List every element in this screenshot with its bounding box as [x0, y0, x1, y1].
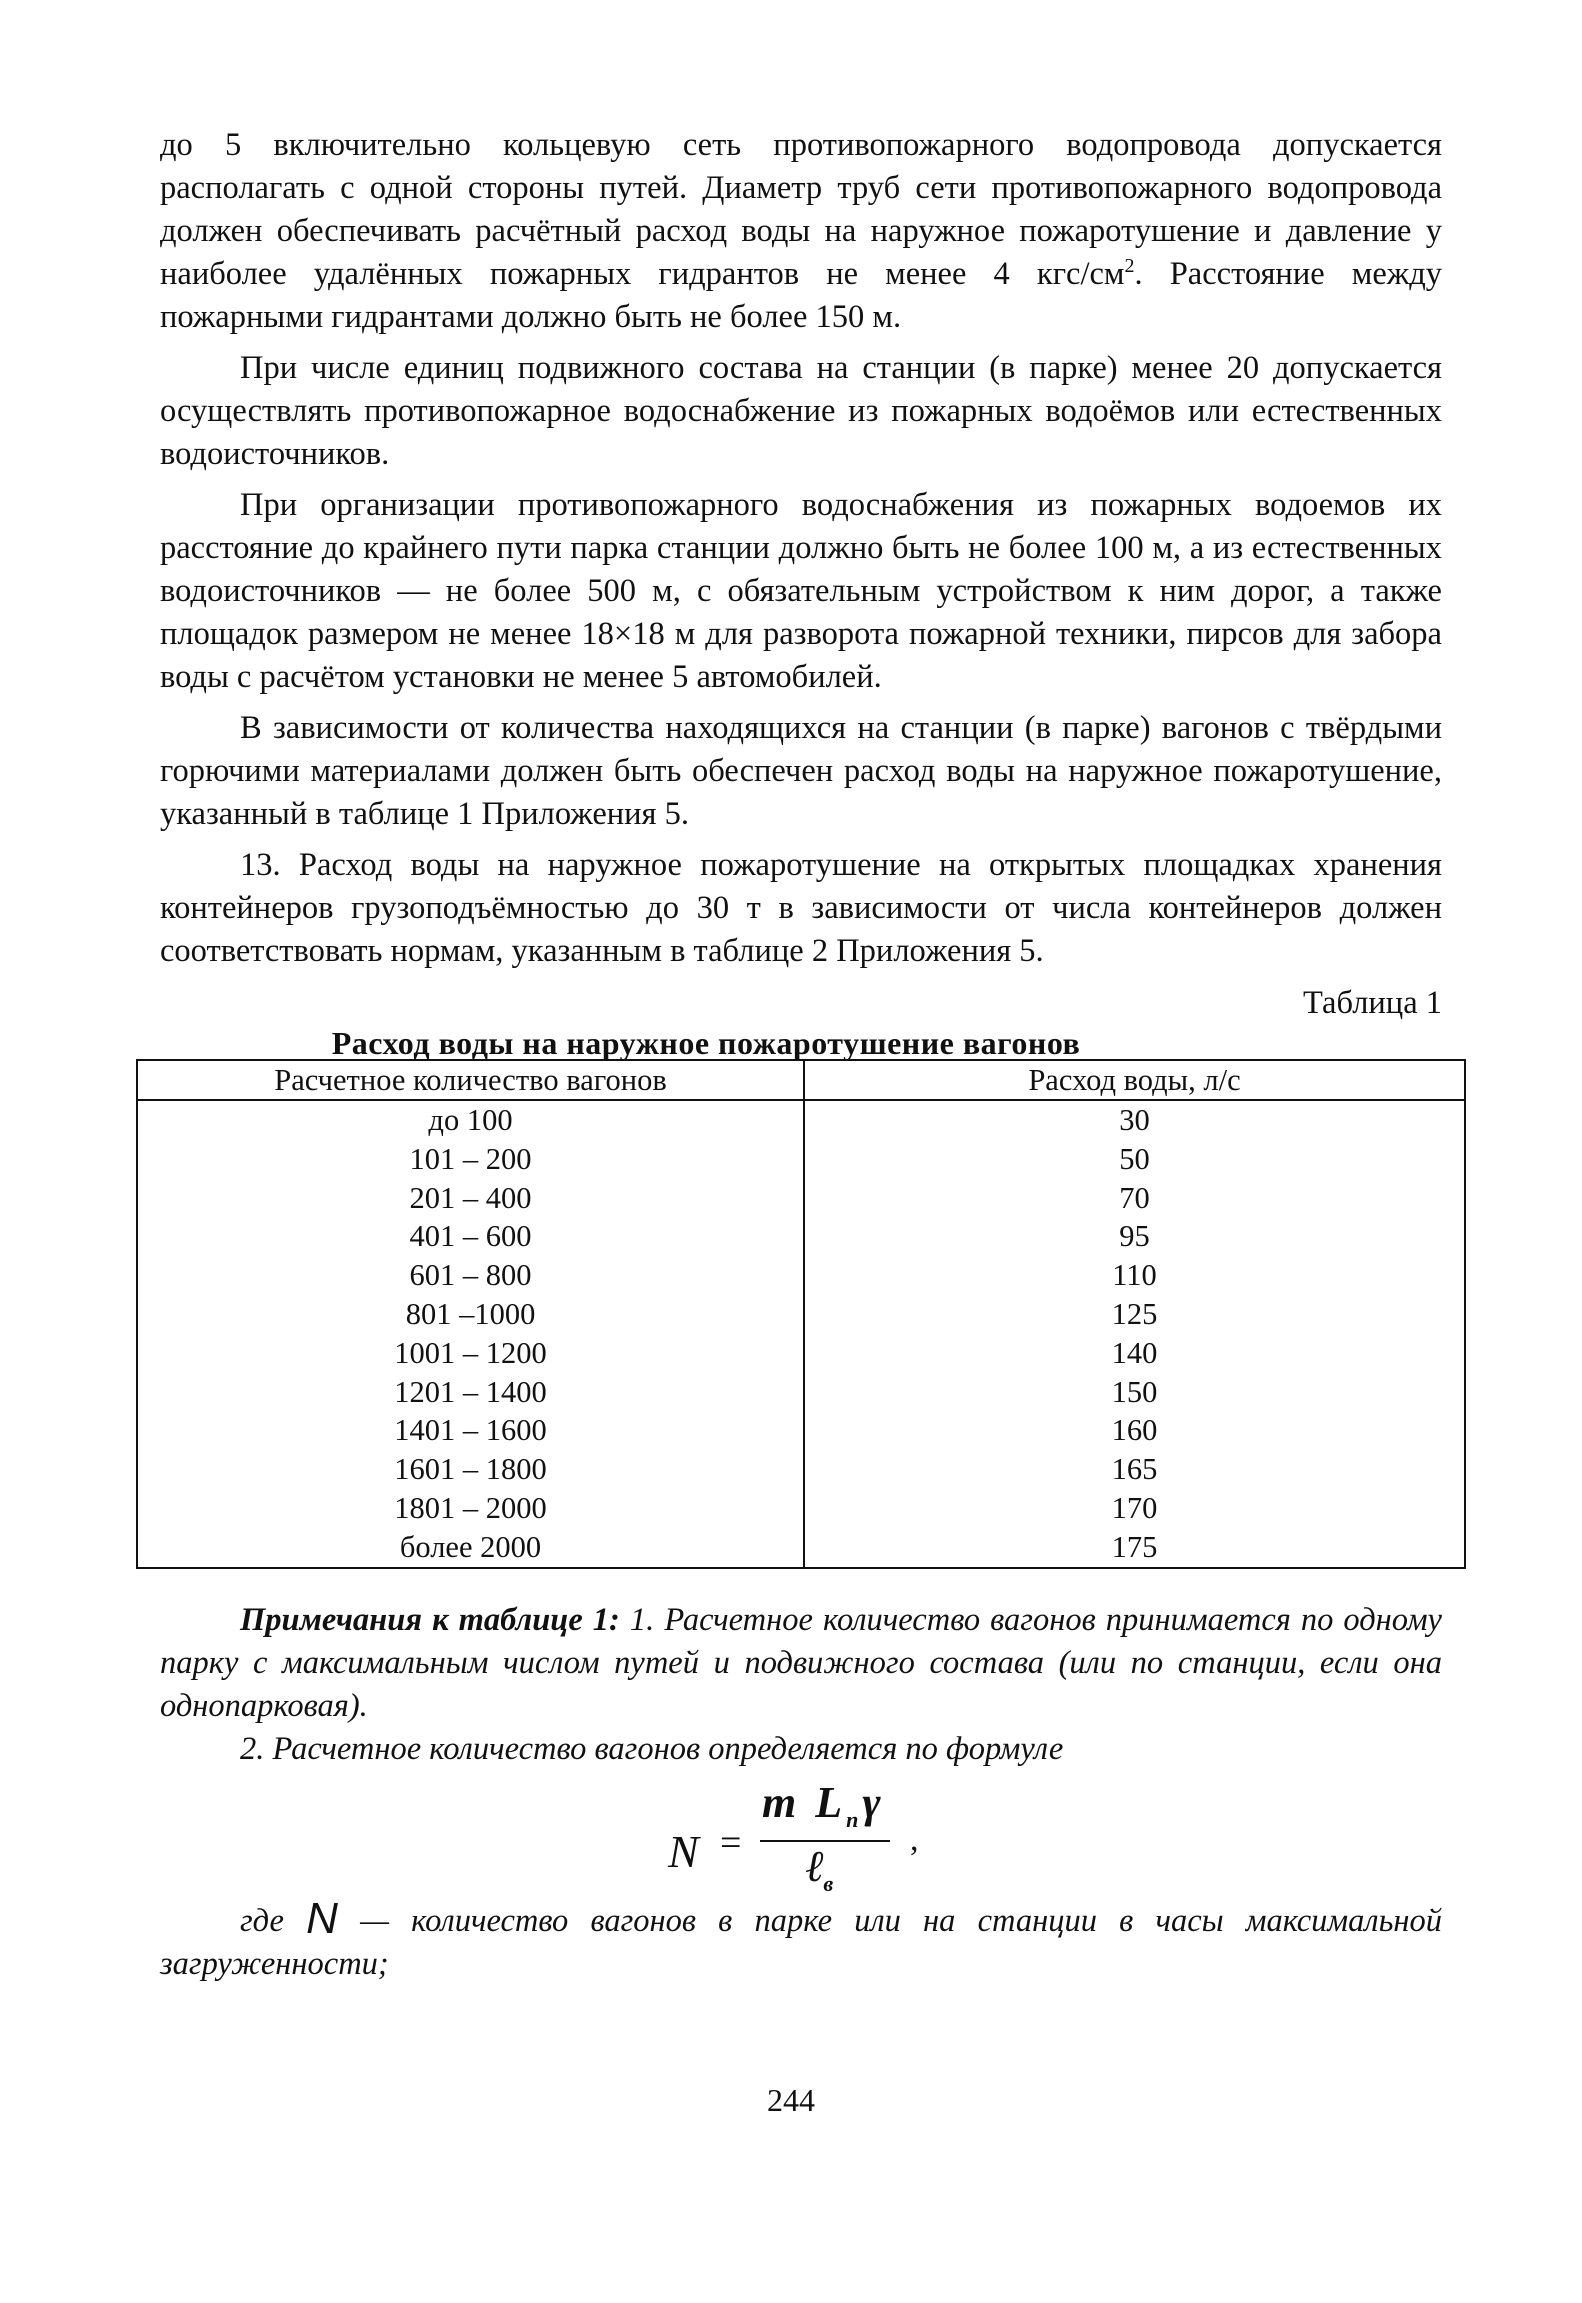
column-header: Расход воды, л/с	[804, 1060, 1465, 1100]
table-cell: 175	[804, 1528, 1465, 1568]
table-row	[137, 1373, 1465, 1412]
table-cell: 160	[804, 1411, 1465, 1450]
table-cell: 50	[804, 1140, 1465, 1179]
formula-denominator	[805, 1841, 833, 1897]
table-number: Таблица 1	[1303, 985, 1442, 1021]
table-cell: 1201 – 1400	[137, 1373, 804, 1412]
table-cell: 70	[804, 1179, 1465, 1218]
denominator-subscript: в	[823, 1870, 834, 1896]
paragraph-solid-materials: В зависимости от количества находящихся на станции (в парке) вагонов с твёрдыми горючими материалами должен быть обеспечен расход воды на наружное пожаротушение, указанный в таблице 1 Приложения 5.	[160, 710, 1442, 832]
document-page	[160, 124, 1442, 1986]
table-row	[137, 1411, 1465, 1450]
table-row	[137, 1140, 1465, 1179]
where-prefix: где	[240, 1902, 284, 1939]
table-cell: 101 – 200	[137, 1140, 804, 1179]
table-cell: 1601 – 1800	[137, 1450, 804, 1489]
numerator-gamma: γ	[862, 1777, 885, 1827]
table-row	[137, 1295, 1465, 1334]
table-cell: 201 – 400	[137, 1179, 804, 1218]
where-text: — количество вагонов в парке или на станции в часы максимальной загруженности;	[160, 1902, 1443, 1982]
page-number: 244	[767, 2082, 815, 2118]
table-cell: до 100	[137, 1100, 804, 1140]
paragraph-text-end: . Расстояние между пожарными гидрантами должно быть не более 150 м.	[160, 256, 1442, 335]
table-row	[137, 1334, 1465, 1373]
formula-comma: ,	[910, 1820, 919, 1858]
table-cell: 140	[804, 1334, 1465, 1373]
where-symbol: N	[306, 1893, 338, 1943]
table-cell: 401 – 600	[137, 1217, 804, 1256]
table-cell: 95	[804, 1217, 1465, 1256]
water-flow-table	[136, 1059, 1466, 1569]
table-cell: 1801 – 2000	[137, 1489, 804, 1528]
paragraph-reservoirs: При организации противопожарного водоснабжения из пожарных водоемов их расстояние до крайнего пути парка станции должно быть не более 100 м, а из естественных водоисточников — не более 500 м, с обязательным устройством к ним дорог, а также площадок размером не менее 18×18 м для разворота пожарной техники, пирсов для забора воды с расчётом установки не менее 5 автомобилей.	[160, 487, 1442, 695]
column-header: Расчетное количество вагонов	[137, 1060, 804, 1100]
numerator-text: m L	[762, 1777, 847, 1827]
table-row	[137, 1217, 1465, 1256]
formula	[160, 1777, 1442, 1897]
table-row	[137, 1179, 1465, 1218]
paragraph-water-supply-ring	[160, 124, 1442, 339]
table-cell: 30	[804, 1100, 1465, 1140]
formula-numerator	[762, 1777, 885, 1833]
table-cell: 1001 – 1200	[137, 1334, 804, 1373]
superscript: 2	[1124, 255, 1135, 278]
paragraph-containers: 13. Расход воды на наружное пожаротушение на открытых площадках хранения контейнеров грузоподъёмностью до 30 т в зависимости от числа контейнеров должен соответствовать нормам, указанным в таблице 2 Приложения 5.	[160, 847, 1442, 969]
table-cell: 801 –1000	[137, 1295, 804, 1334]
table-cell: 110	[804, 1256, 1465, 1295]
table-title: Расход воды на наружное пожаротушение вагонов	[331, 1025, 1081, 1061]
notes-heading: Примечания к таблице 1:	[240, 1601, 620, 1638]
table-row	[137, 1100, 1465, 1140]
table-row	[137, 1450, 1465, 1489]
paragraph-text: до 5 включительно кольцевую сеть противопожарного водопровода допускается располагать с одной стороны путей. Диаметр труб сети противопожарного водопровода должен обеспечивать расчётный расход воды на наружное пожаротушение и давление у наиболее удалённых пожарных гидрантов не менее 4 кгс/см	[160, 127, 1442, 292]
table-cell: 165	[804, 1450, 1465, 1489]
table-row	[137, 1528, 1465, 1568]
paragraph-rolling-stock: При числе единиц подвижного состава на станции (в парке) менее 20 допускается осуществлять противопожарное водоснабжение из пожарных водоёмов или естественных водоисточников.	[160, 350, 1442, 472]
table-row	[137, 1489, 1465, 1528]
table-cell: более 2000	[137, 1528, 804, 1568]
formula-lhs: N	[668, 1825, 699, 1877]
numerator-subscript: п	[846, 1806, 863, 1832]
table-cell: 170	[804, 1489, 1465, 1528]
table-row	[137, 1256, 1465, 1295]
denominator-text: ℓ	[805, 1841, 824, 1891]
table-cell: 125	[804, 1295, 1465, 1334]
table-cell: 1401 – 1600	[137, 1411, 804, 1450]
table-cell: 601 – 800	[137, 1256, 804, 1295]
table-cell: 150	[804, 1373, 1465, 1412]
formula-equals: =	[720, 1821, 742, 1864]
where-clause	[160, 1893, 1443, 1986]
note-1: 1. Расчетное количество вагонов принимается по одному парку с максимальным числом путей и подвижного состава (или по станции, если она однопарковая).	[160, 1601, 1442, 1724]
table-notes	[160, 1599, 1442, 1728]
note-2: 2. Расчетное количество вагонов определяется по формуле	[240, 1730, 1064, 1767]
table-header-row	[137, 1060, 1465, 1100]
